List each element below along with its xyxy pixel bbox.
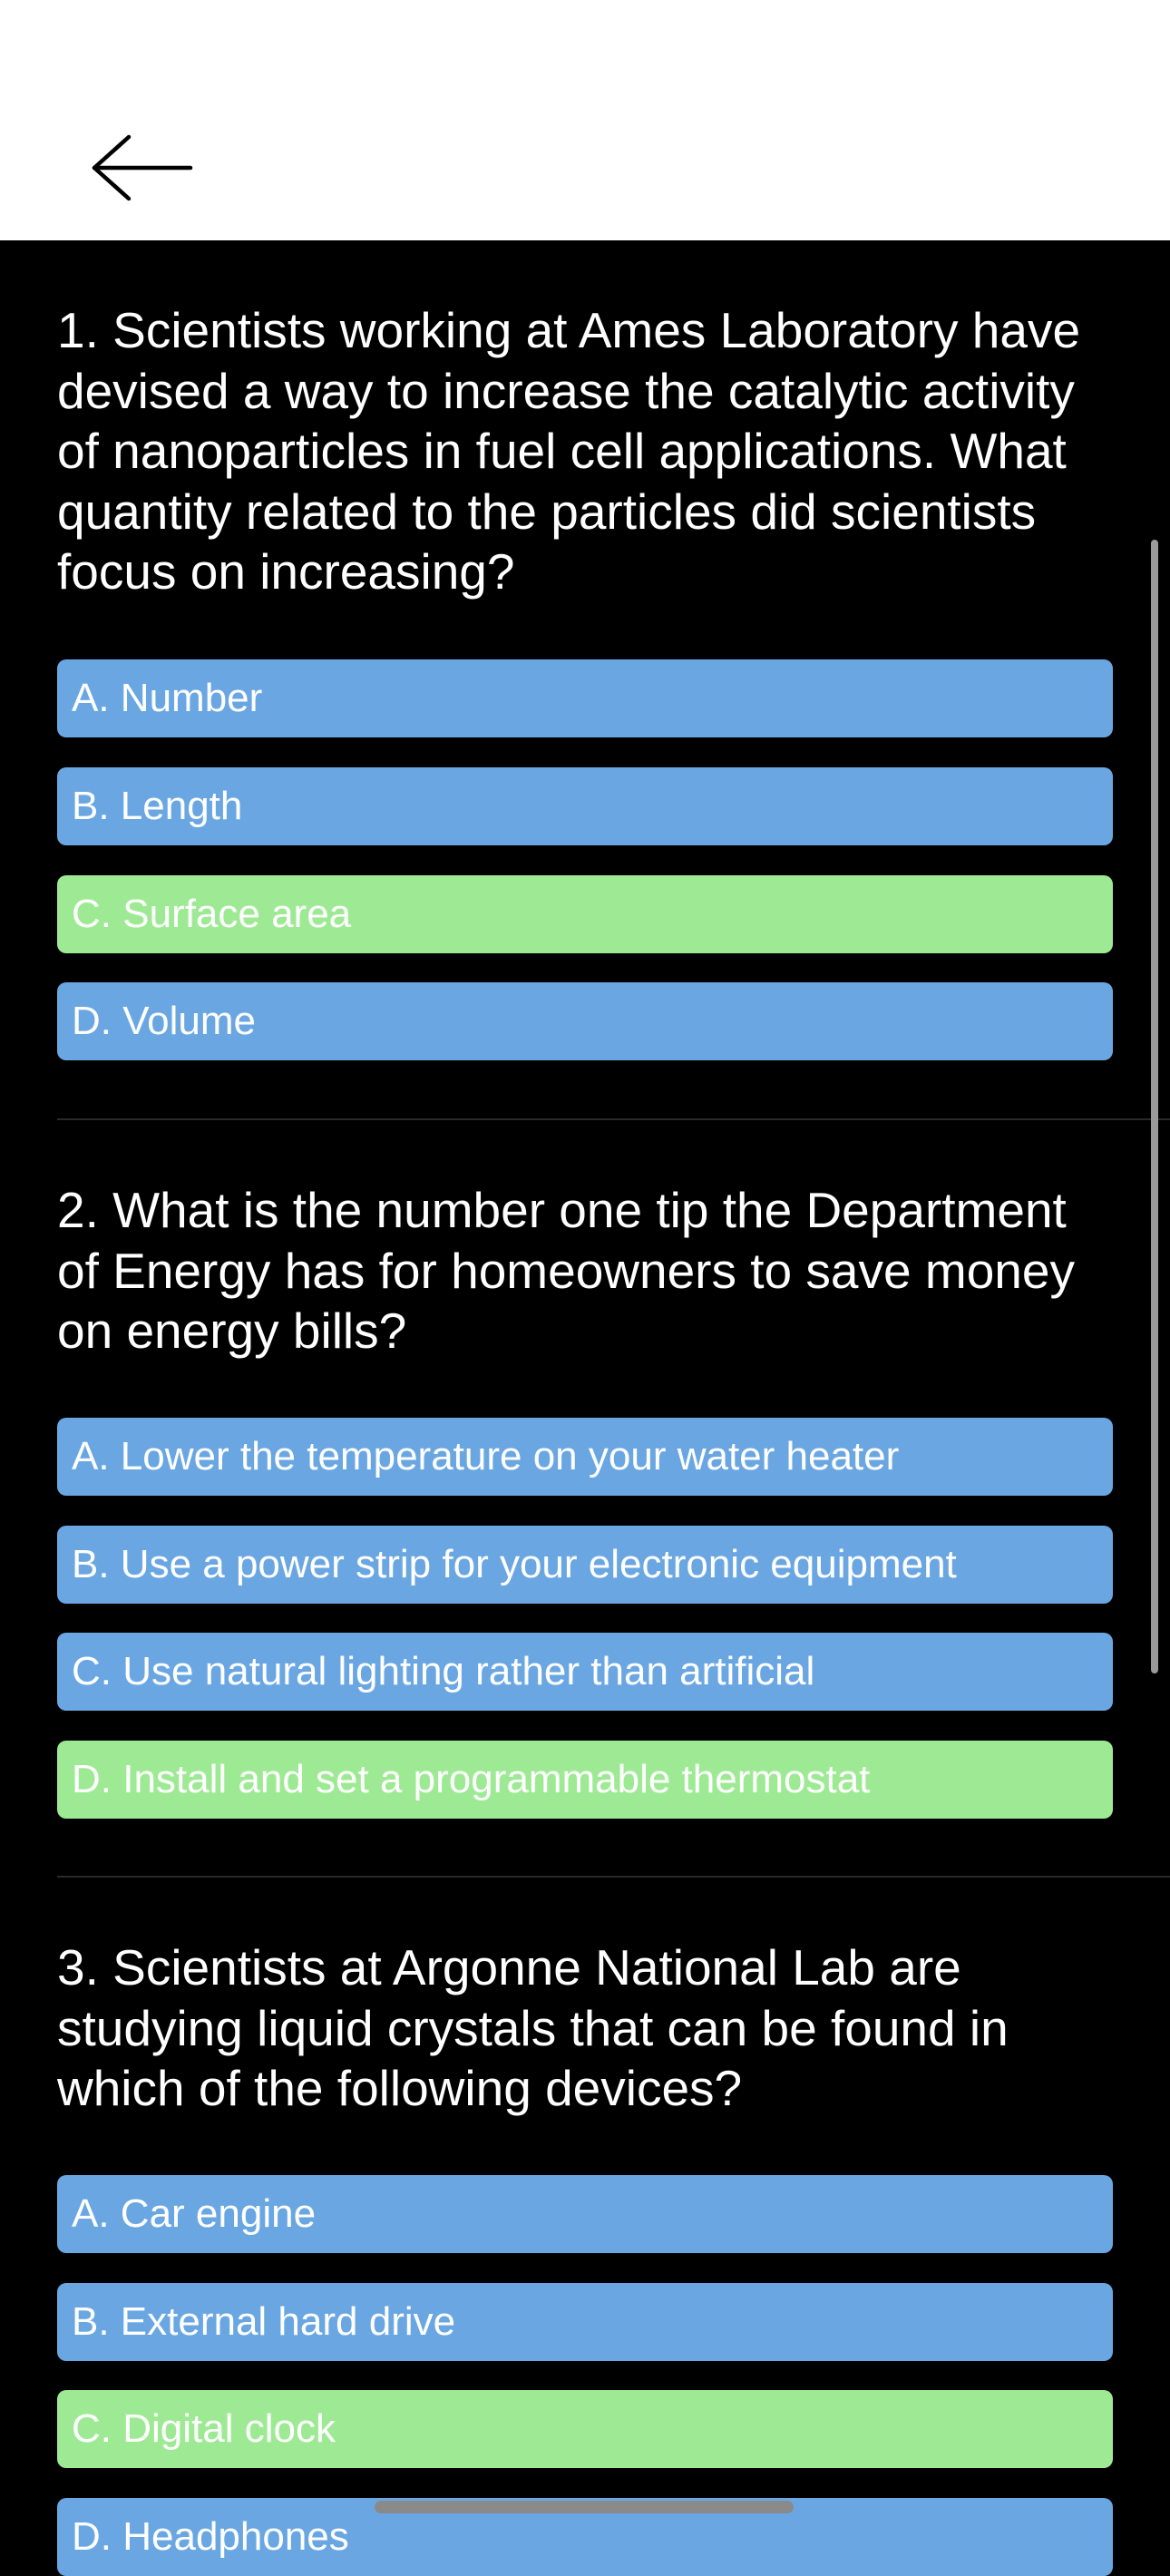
answer-option-3d[interactable]: D. Headphones <box>57 2498 1113 2576</box>
question-text: 3. Scientists at Argonne National Lab are studying liquid crystals that can be found in which of the following devices? <box>57 1939 1009 2116</box>
divider <box>57 1118 1170 1120</box>
scrollbar[interactable] <box>1151 540 1158 1673</box>
answer-option-2b[interactable]: B. Use a power strip for your electronic equipment <box>57 1526 1113 1604</box>
answer-option-1c[interactable]: C. Surface area <box>57 875 1113 953</box>
navigation-bar <box>0 0 1170 240</box>
question-text: 1. Scientists working at Ames Laboratory have devised a way to increase the catalytic activity of nanoparticles in fuel cell applications. What quantity related to the particles did scientists focus on increasing? <box>57 302 1081 600</box>
question-2 <box>57 1180 1118 1361</box>
answer-option-1b[interactable]: B. Length <box>57 767 1113 845</box>
question-3 <box>57 1937 1118 2119</box>
question-text: 2. What is the number one tip the Department of Energy has for homeowners to save money on energy bills? <box>57 1182 1075 1359</box>
answer-option-3b[interactable]: B. External hard drive <box>57 2283 1113 2361</box>
answer-option-1d[interactable]: D. Volume <box>57 982 1113 1060</box>
quiz-list[interactable] <box>0 240 1170 2559</box>
back-button[interactable] <box>82 122 200 213</box>
divider <box>57 1876 1170 1878</box>
answer-option-3c[interactable]: C. Digital clock <box>57 2390 1113 2468</box>
answer-option-3a[interactable]: A. Car engine <box>57 2175 1113 2253</box>
answer-option-1a[interactable]: A. Number <box>57 659 1113 737</box>
arrow-left-icon <box>82 122 200 213</box>
answer-option-2c[interactable]: C. Use natural lighting rather than artificial <box>57 1633 1113 1711</box>
answer-option-2d[interactable]: D. Install and set a programmable thermostat <box>57 1741 1113 1819</box>
home-indicator[interactable] <box>375 2501 794 2513</box>
question-1 <box>57 300 1118 602</box>
answer-option-2a[interactable]: A. Lower the temperature on your water heater <box>57 1418 1113 1496</box>
